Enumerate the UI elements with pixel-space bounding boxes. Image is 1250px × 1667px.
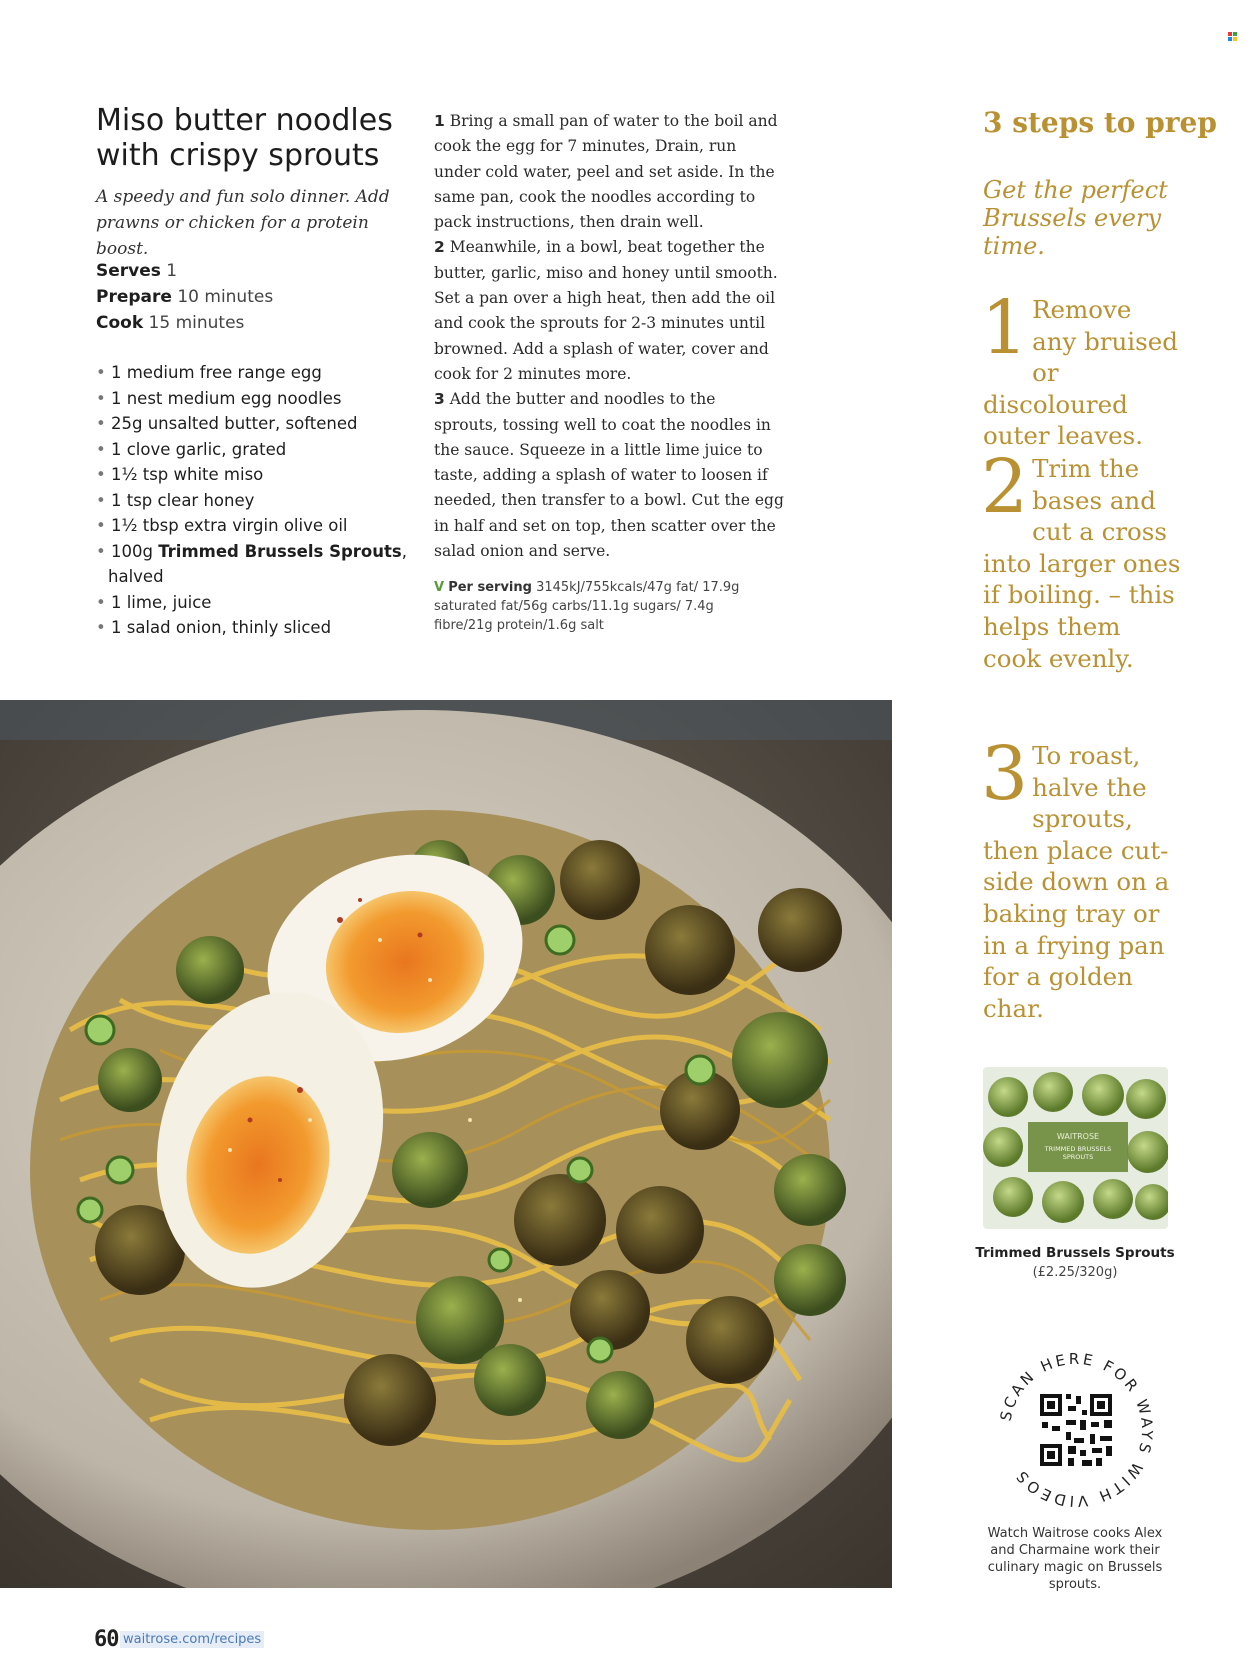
method-step-number: 2	[434, 238, 445, 257]
recipe-photo	[0, 700, 892, 1588]
method-step: 1 Bring a small pan of water to the boil and cook the egg for 7 minutes, Drain, run under cold water, peel and set aside. In the same pan, cook the noodles according to pack instructions, then drain well.	[434, 112, 778, 232]
ingredient-item: • 25g unsalted butter, softened	[96, 414, 358, 433]
nutrition-label: Per serving	[448, 580, 532, 595]
ingredient-item: • 1 nest medium egg noodles	[96, 388, 342, 408]
serves-value: 1	[166, 261, 178, 281]
ingredient-item: • 1 lime, juice	[96, 592, 212, 612]
prepare-value: 10 minutes	[177, 287, 274, 307]
prep-step-text: To roast, halve the sprouts, then place cut-side down on a baking tray or in a frying pan for a golden char.	[983, 741, 1170, 1023]
prep-step-number: 2	[981, 444, 1029, 530]
recipes-link[interactable]: waitrose.com/recipes	[120, 1631, 264, 1648]
ingredient-item: • 100g Trimmed Brussels Sprouts, halved	[96, 541, 407, 586]
method-step-number: 3	[434, 390, 445, 409]
corner-color-mark	[1228, 32, 1237, 41]
serves-label: Serves	[96, 261, 161, 281]
prep-heading: 3 steps to prep	[983, 106, 1217, 139]
method-step: 2 Meanwhile, in a bowl, beat together the butter, garlic, miso and honey until smooth. Set a pan over a high heat, then add the oil and cook the sprouts for 2-3 minutes until browned. Add a splash of water, cover and cook for 2 minutes more.	[434, 238, 778, 383]
recipe-title: Miso butter noodles with crispy sprouts	[96, 103, 393, 173]
product-name: Trimmed Brussels Sprouts	[975, 1245, 1175, 1261]
ingredient-product-link: Trimmed Brussels Sprouts	[158, 541, 402, 561]
prep-step-number: 3	[981, 731, 1029, 817]
page-number: 60	[94, 1627, 119, 1652]
prepare-row	[96, 284, 416, 310]
prep-step-2	[981, 444, 1183, 674]
method-step-number: 1	[434, 112, 445, 130]
method-text	[434, 109, 784, 564]
ingredient-list	[96, 360, 416, 641]
ingredient-item: • 1 medium free range egg	[96, 363, 322, 382]
scan-caption: Watch Waitrose cooks Alex and Charmaine work their culinary magic on Brussels sprouts.	[987, 1526, 1163, 1592]
cook-row	[96, 310, 416, 336]
scan-ring-text: SCAN HERE FOR WAYS WITH VIDEOS	[996, 1350, 1156, 1510]
pack-label: TRIMMED BRUSSELS SPROUTS	[1044, 1145, 1112, 1161]
prepare-label: Prepare	[96, 287, 172, 307]
prep-step-text: Remove any bruised or discoloured outer leaves.	[983, 295, 1178, 451]
pack-brand: WAITROSE	[1056, 1132, 1100, 1141]
product-price: (£2.25/320g)	[1032, 1265, 1118, 1280]
ingredient-item: • 1½ tbsp extra virgin olive oil	[96, 516, 348, 535]
recipe-meta	[96, 258, 416, 336]
serves-row	[96, 258, 416, 284]
recipe-intro: A speedy and fun solo dinner. Add prawns or chicken for a protein boost.	[96, 187, 390, 259]
ingredient-item: • 1½ tsp white miso	[96, 465, 264, 484]
cook-value: 15 minutes	[148, 313, 245, 333]
cook-label: Cook	[96, 313, 144, 333]
prep-subheading: Get the perfect Brussels every time.	[983, 176, 1168, 260]
nutrition-info	[434, 578, 754, 635]
qr-scan-badge[interactable]	[996, 1350, 1156, 1510]
method-step: 3 Add the butter and noodles to the sprouts, tossing well to coat the noodles in the sauce. Squeeze in a little lime juice to taste, adding a splash of water to loosen if needed, then transfer to a bowl. Cut the egg in half and set on top, then scatter over the salad onion and serve.	[434, 390, 784, 561]
nutrition-values: 3145kJ/755kcals/47g fat/ 17.9g saturated fat/56g carbs/11.1g sugars/ 7.4g fibre/21g protein/1.6g salt	[434, 580, 740, 633]
prep-step-number: 1	[981, 285, 1029, 371]
ingredient-item: • 1 clove garlic, grated	[96, 439, 287, 459]
qr-code-icon	[1038, 1392, 1114, 1468]
product-image	[983, 1067, 1168, 1229]
prep-step-1	[981, 285, 1183, 452]
prep-step-3	[981, 731, 1183, 1024]
ingredient-item: • 1 tsp clear honey	[96, 490, 255, 510]
prep-step-text: Trim the bases and cut a cross into larger ones if boiling. – this helps them cook evenly.	[983, 454, 1181, 673]
ingredient-item: • 1 salad onion, thinly sliced	[96, 618, 332, 637]
vegetarian-badge: V	[434, 580, 445, 595]
